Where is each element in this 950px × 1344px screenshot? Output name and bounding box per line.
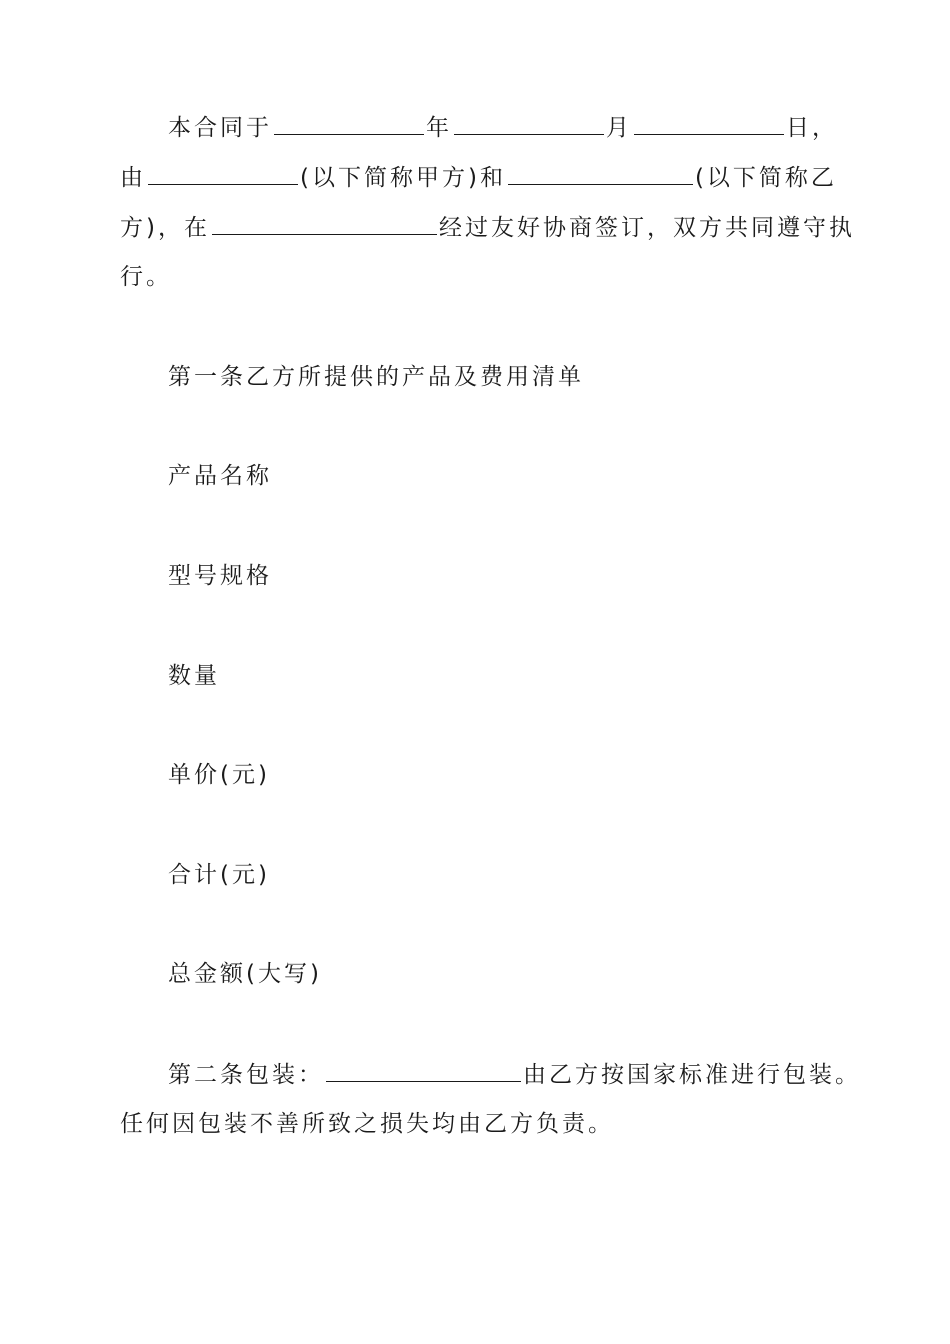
text-day: 日， [786,115,838,141]
text-party-b-at: 方)，在 [120,215,210,241]
text-signed: 经过友好协商签订，双方共同遵守执 [438,215,855,241]
text-contract-on: 本合同于 [168,115,272,141]
item-subtotal: 合计(元) [168,862,270,888]
text-party-b-label: (以下简称乙 [694,165,837,191]
item-unit-price: 单价(元) [168,762,270,788]
text-by: 由 [120,165,146,191]
text-party-a-label: (以下简称甲方)和 [300,165,506,191]
text-year: 年 [426,115,452,141]
article-2-line-2: 任何因包装不善所致之损失均由乙方负责。 [120,1111,614,1137]
item-total-amount: 总金额(大写) [168,961,322,987]
article-1-title: 第一条乙方所提供的产品及费用清单 [168,364,584,390]
article-2-line-1 [168,1059,861,1090]
text-month: 月 [606,115,632,141]
text-execute: 行。 [120,264,172,290]
item-model-spec: 型号规格 [168,563,272,589]
item-product-name: 产品名称 [168,463,272,489]
blank-year[interactable] [274,112,424,135]
blank-month[interactable] [454,112,604,135]
blank-location[interactable] [212,212,437,235]
preamble-line-1 [168,112,838,143]
blank-packing[interactable] [326,1059,521,1082]
blank-day[interactable] [634,112,784,135]
preamble-line-3 [120,212,855,243]
blank-party-a[interactable] [148,162,298,185]
blank-party-b[interactable] [508,162,693,185]
item-quantity: 数量 [168,663,220,689]
preamble-line-2 [120,162,837,193]
text-packing-standard: 由乙方按国家标准进行包装。 [523,1062,861,1088]
text-article-2-packing: 第二条包装： [168,1062,324,1088]
preamble-line-4 [120,262,832,292]
